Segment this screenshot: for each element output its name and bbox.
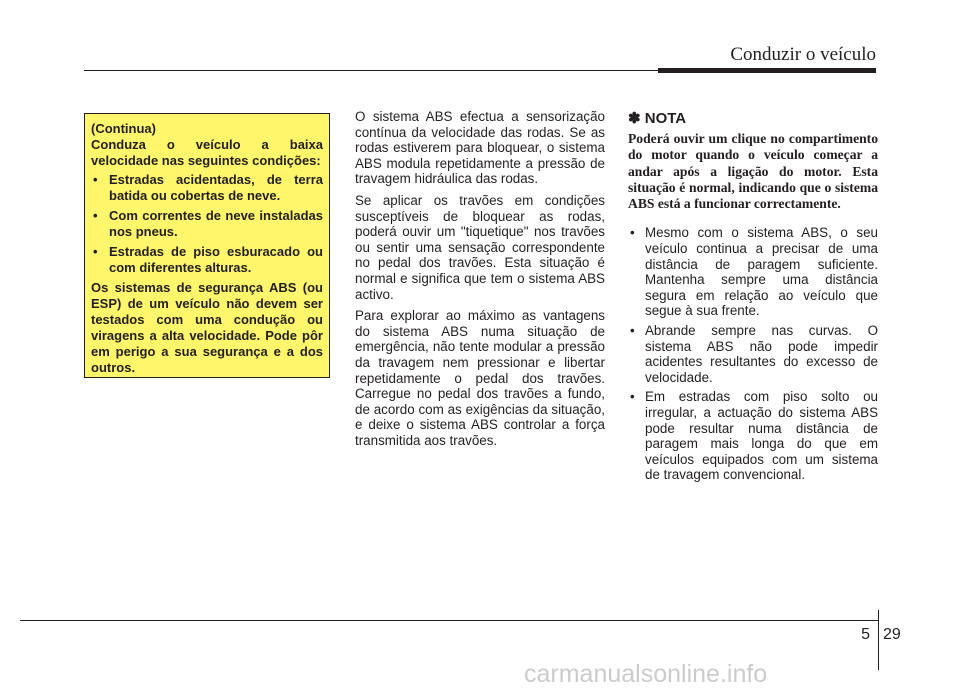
footer-divider xyxy=(878,610,879,670)
watermark: carmanualsonline.info xyxy=(524,660,768,688)
note-list-item: • Abrande sempre nas curvas. O sistema ABS não pode impedir acidentes resultantes do excesso de velocidade. xyxy=(628,323,878,385)
note-list-item: • Mesmo com o sistema ABS, o seu veículo continua a precisar de uma distância de paragem suficiente. Mantenha sempre uma distância segura em relação ao veículo que segue à sua frente. xyxy=(628,225,878,319)
warning-intro: Conduza o veículo a baixa velocidade nas seguintes condições: xyxy=(91,137,323,168)
note-list xyxy=(628,225,878,483)
footer-rule xyxy=(20,620,878,621)
warning-list-item: • Com correntes de neve instaladas nos pneus. xyxy=(91,208,323,240)
page-number: 29 xyxy=(883,626,901,643)
warning-list-item: • Estradas de piso esburacado ou com diferentes alturas. xyxy=(91,244,323,276)
body-paragraph: O sistema ABS efectua a sensorização contínua da velocidade das rodas. Se as rodas estiverem para bloquear, o sistema ABS modula repetidamente a pressão de travagem hidráulica das rodas. xyxy=(355,109,605,187)
abs-description-column xyxy=(355,109,605,454)
warning-closing: Os sistemas de segurança ABS (ou ESP) de um veículo não devem ser testados com uma condução ou viragens a alta velocidade. Pode pôr em perigo a sua segurança e a dos outros. xyxy=(91,280,323,375)
header-rule xyxy=(84,70,704,71)
section-title: Conduzir o veículo xyxy=(730,44,876,65)
body-paragraph: Se aplicar os travões em condições susceptíveis de bloquear as rodas, poderá ouvir um "tiquetique" nos travões ou sentir uma sensação correspondente no pedal dos travões. Esta situação é normal e significa que tem o sistema ABS activo. xyxy=(355,192,605,302)
note-title: NOTA xyxy=(644,110,687,127)
warning-list-item: • Estradas acidentadas, de terra batida ou cobertas de neve. xyxy=(91,172,323,204)
warning-list xyxy=(91,172,323,276)
note-section xyxy=(628,109,878,487)
note-asterisk-icon: ✽ xyxy=(628,110,641,127)
note-list-item: • Em estradas com piso solto ou irregular, a actuação do sistema ABS pode resultar numa distância de paragem mais longa do que em veículos equipados com um sistema de travagem convencional. xyxy=(628,389,878,483)
note-body: Poderá ouvir um clique no compartimento do motor quando o veículo começar a andar após a ligação do motor. Esta situação é normal, indicando que o sistema ABS está a funcionar correctamente. xyxy=(628,131,878,212)
body-paragraph: Para explorar ao máximo as vantagens do sistema ABS numa situação de emergência, não tente modular a pressão da travagem nem pressionar e libertar repetidamente o pedal dos travões. Carregue no pedal dos travões a fundo, de acordo com as exigências da situação, e deixe o sistema ABS controlar a força transmitida aos travões. xyxy=(355,308,605,448)
warning-continued: (Continua) xyxy=(91,121,156,136)
header-rule-accent xyxy=(658,68,876,73)
warning-box xyxy=(84,113,330,378)
note-heading xyxy=(628,109,878,129)
chapter-number: 5 xyxy=(861,626,870,643)
